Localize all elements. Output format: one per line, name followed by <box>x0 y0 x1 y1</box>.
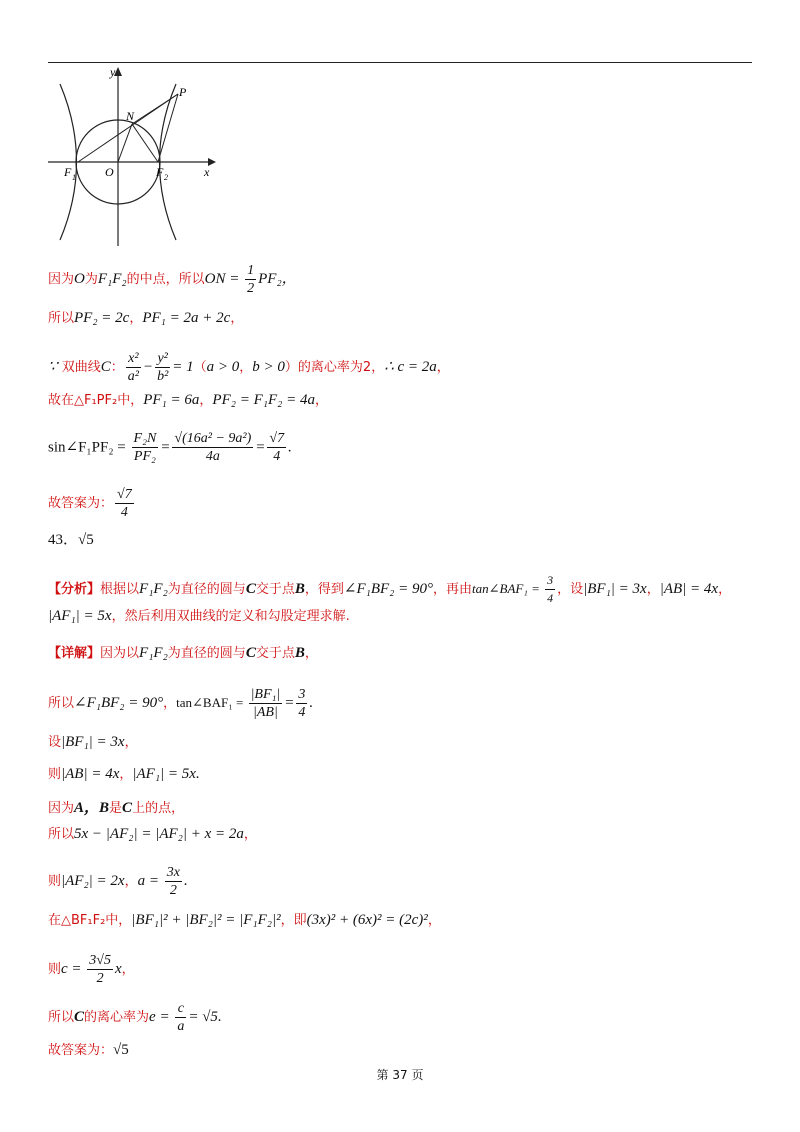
label-f1-sub: 1 <box>72 173 76 182</box>
detail-line-10: 所以C的离心率为e = $\frac{c}{a}$ = √5. <box>48 1001 222 1034</box>
analysis-line-1: 【分析】根据以F₁F₂为直径的圆与C交于点B，得到∠F₁BF₂ = 90°，再由tan∠BAF₁ = $\frac{3}{4}$ ，设|BF₁| = 3x，|AB| = 4x， <box>48 573 732 605</box>
detail-line-9: 则c = $\frac{3√5}{2}$ x， <box>48 953 135 986</box>
answer-line-2: 故答案为：√5 <box>48 1042 129 1058</box>
solution-line-4: 故在△F₁PF₂中，PF₁ = 6a，PF₂ = F₁F₂ = 4a， <box>48 392 328 408</box>
solution-line-2: 所以PF₂ = 2c，PF₁ = 2a + 2c， <box>48 310 244 326</box>
fraction: $\frac{1}{2}$ <box>247 263 255 296</box>
label-p: P <box>179 85 187 99</box>
question-43-answer: 43．√5 <box>48 532 94 548</box>
detail-line-1: 【详解】因为以F₁F₂为直径的圆与C交于点B， <box>48 645 318 661</box>
solution-line-5: sin∠F₁PF₂ = $\frac{\text{F₂N}}{\text{PF₂}}$ = $\frac{\text{√(16a² − 9a²)}}{4a}$ = $\frac{√7}{4}$ . <box>48 431 292 464</box>
solution-line-1: 因为O为F₁F₂的中点，所以ON = $\frac{1}{2}$ PF₂， <box>48 263 297 296</box>
analysis-line-2: |AF₁| = 5x，然后利用双曲线的定义和勾股定理求解. <box>48 608 350 624</box>
segment-n-p <box>132 94 178 124</box>
label-n: N <box>126 109 135 123</box>
detail-line-6: 所以5x − |AF₂| = |AF₂| + x = 2a， <box>48 826 257 842</box>
answer-line-1: 故答案为： $\frac{√7}{4}$ <box>48 487 132 520</box>
detail-line-3: 设|BF₁| = 3x， <box>48 734 138 750</box>
detail-line-7: 则|AF₂| = 2x，a = $\frac{3x}{2}$ . <box>48 865 188 898</box>
label-y: y <box>110 65 116 79</box>
detail-line-5: 因为A，B是C上的点， <box>48 800 185 816</box>
label-f1: F <box>64 165 72 179</box>
detail-line-4: 则|AB| = 4x，|AF₁| = 5x. <box>48 766 200 782</box>
page-number: 第 37 页 <box>376 1068 424 1082</box>
detail-line-2: 所以∠F₁BF₂ = 90°，tan∠BAF₁ = $\frac{\text{|BF₁|}}{|AB|}$ = $\frac{3}{4}$ . <box>48 687 314 720</box>
label-o: O <box>105 165 114 179</box>
label-f2-sub: 2 <box>164 173 168 182</box>
solution-line-3: ∵ 双曲线C： $\frac{\text{x²}}{\text{a²}}$ − $\frac{\text{y²}}{\text{b²}}$ = 1（a > 0，b > 0）的离心率为2，∴ c = 2a， <box>48 351 450 384</box>
hyperbola-figure <box>48 64 218 246</box>
label-x: x <box>204 165 210 179</box>
detail-line-8: 在△BF₁F₂中，|BF₁|² + |BF₂|² = |F₁F₂|²，即(3x)² + (6x)² = (2c)²， <box>48 912 441 928</box>
header-rule <box>48 62 752 63</box>
label-f2: F <box>156 165 164 179</box>
